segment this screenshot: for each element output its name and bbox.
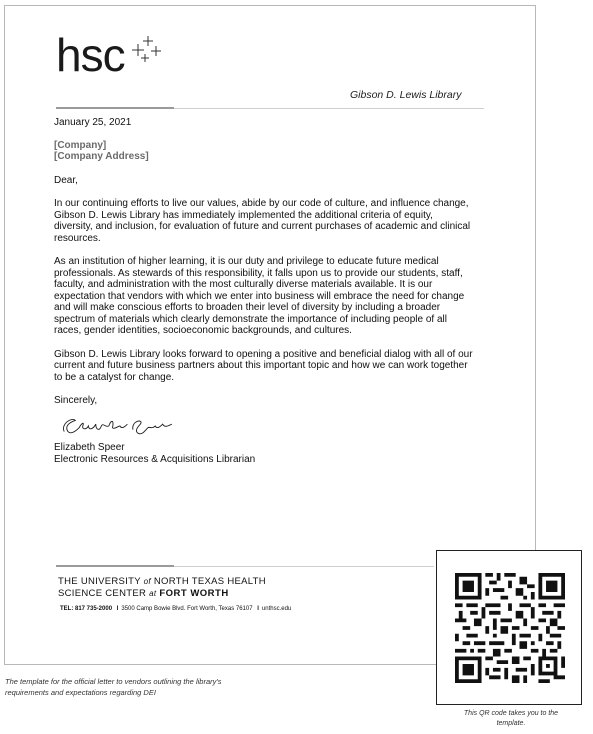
letter-body bbox=[54, 117, 474, 465]
mailing-address: 3500 Camp Bowie Blvd. Fort Worth, Texas 76107 bbox=[121, 606, 253, 612]
signer-title: Electronic Resources & Acquisitions Librarian bbox=[54, 453, 256, 465]
qr-code-box bbox=[436, 550, 582, 705]
library-name: Gibson D. Lewis Library bbox=[350, 89, 462, 101]
signer-name: Elizabeth Speer bbox=[54, 442, 125, 453]
phone-number: TEL: 817 735-2000 bbox=[60, 606, 113, 612]
qr-code-icon[interactable] bbox=[455, 573, 565, 683]
header-rule bbox=[56, 107, 174, 109]
hsc-logo: hsc bbox=[56, 29, 125, 81]
handwritten-signature bbox=[54, 413, 184, 439]
company-placeholder: [Company] bbox=[54, 139, 107, 151]
header-rule-light bbox=[174, 108, 484, 109]
footer-contact: TEL: 817 735-2000 I 3500 Camp Bowie Blvd. Fort Worth, Texas 76107 I unthsc.edu bbox=[60, 606, 292, 612]
sparkle-icon bbox=[130, 34, 166, 64]
footer-rule bbox=[56, 565, 174, 567]
paragraph-1: In our continuing efforts to live our values, abide by our code of culture, and influence change, Gibson D. Lewis Library has immediately implemented the additional criteria of equity, diversity, and inclusion, for evaluation of future and current purchases of academic and clinical resources. bbox=[54, 198, 471, 244]
company-address-placeholder: [Company Address] bbox=[54, 151, 149, 162]
footer-rule-light bbox=[174, 566, 434, 567]
university-name: THE UNIVERSITY of NORTH TEXAS HEALTH SCIENCE CENTER at FORT WORTH bbox=[58, 576, 266, 599]
closing: Sincerely, bbox=[54, 395, 98, 406]
salutation: Dear, bbox=[54, 174, 78, 186]
letter-date: January 25, 2021 bbox=[54, 117, 132, 128]
paragraph-3: Gibson D. Lewis Library looks forward to opening a positive and beneficial dialog with all of our current and future business partners about this important topic and how we can work together to be a catalyst for change. bbox=[54, 348, 473, 383]
website: unthsc.edu bbox=[261, 606, 292, 612]
paragraph-2: As an institution of higher learning, it is our duty and privilege to educate future medical professionals. As stewards of this responsibility, it falls upon us to provide our students, staff, faculty, and administration with the most culturally diverse materials available. It is our expectation that vendors with which we enter into business will embrace the need for change and will make conscious efforts to broaden their level of diversity by including a broader spectrum of materials which clearly demonstrate the importance of including people of all races, gender identities, socioeconomic backgrounds, and cultures. bbox=[54, 256, 465, 336]
letter-caption: The template for the official letter to vendors outlining the library's requirements and expectations regarding DEI bbox=[5, 677, 222, 697]
qr-caption: This QR code takes you to the template. bbox=[463, 710, 559, 727]
